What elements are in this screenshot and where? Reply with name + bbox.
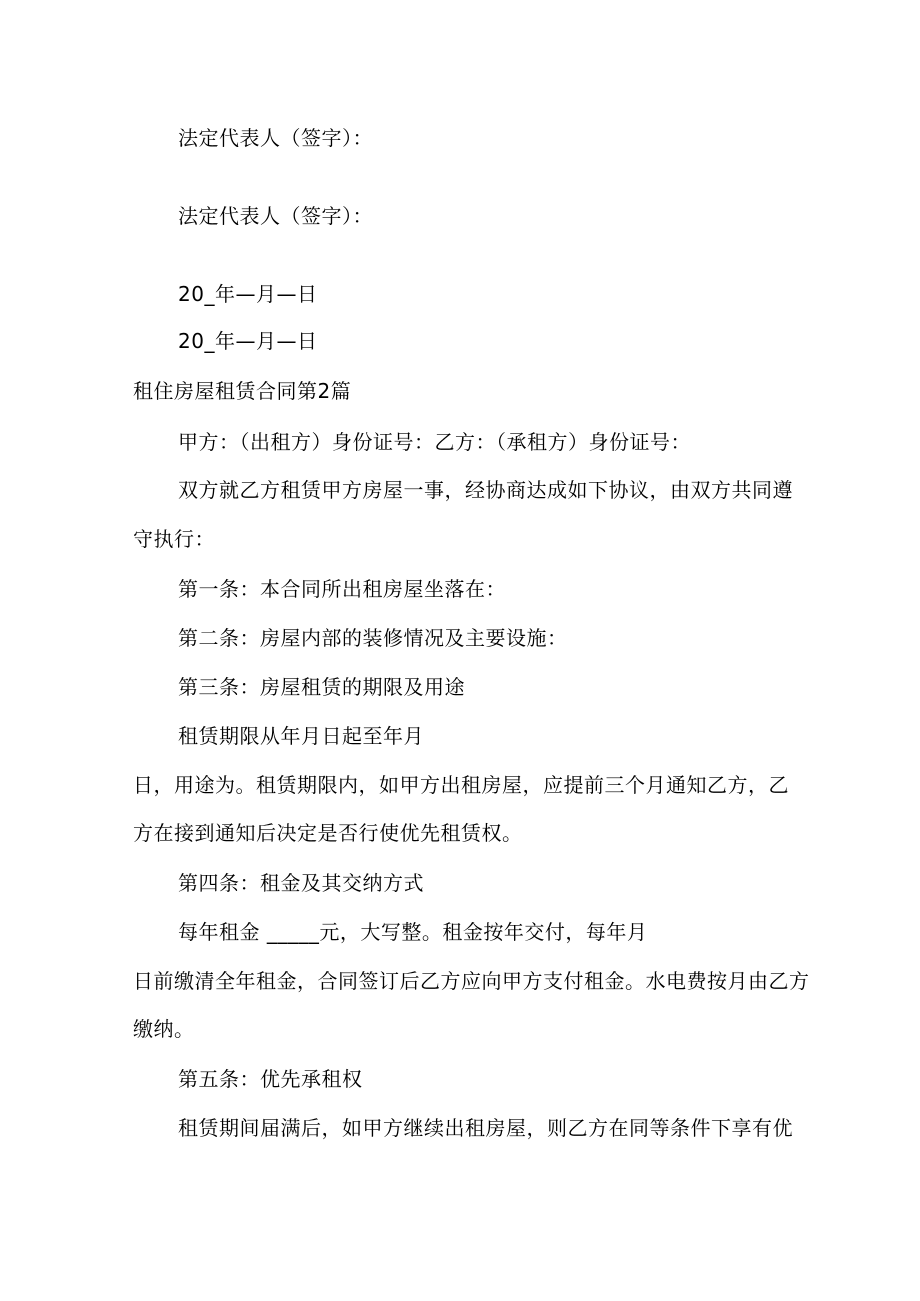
section-title: 租住房屋租赁合同第2篇: [133, 379, 352, 403]
paragraph-line: 方在接到通知后决定是否行使优先租赁权。: [133, 821, 523, 845]
paragraph-line: 每年租金 _____元，大写整。租金按年交付，每年月: [178, 920, 648, 944]
signature-line-1: 法定代表人（签字）：: [178, 126, 373, 150]
clause-2-heading: 第二条：房屋内部的装修情况及主要设施：: [178, 626, 568, 650]
paragraph-line: 双方就乙方租赁甲方房屋一事，经协商达成如下协议，由双方共同遵: [178, 478, 793, 502]
paragraph-line: 缴纳。: [133, 1017, 195, 1041]
paragraph-line: 守执行：: [133, 527, 215, 551]
parties-line: 甲方：（出租方）身份证号：乙方：（承租方）身份证号：: [178, 430, 691, 454]
date-line-2: 20_年—月—日: [178, 329, 318, 353]
date-line-1: 20_年—月—日: [178, 282, 318, 306]
clause-3-heading: 第三条：房屋租赁的期限及用途: [178, 675, 465, 699]
paragraph-line: 日，用途为。租赁期限内，如甲方出租房屋，应提前三个月通知乙方，乙: [133, 773, 789, 797]
paragraph-line: 租赁期间届满后，如甲方继续出租房屋，则乙方在同等条件下享有优: [178, 1116, 793, 1140]
clause-4-heading: 第四条：租金及其交纳方式: [178, 871, 424, 895]
paragraph-line: 租赁期限从年月日起至年月: [178, 724, 424, 748]
paragraph-line: 日前缴清全年租金，合同签订后乙方应向甲方支付租金。水电费按月由乙方: [133, 969, 810, 993]
clause-5-heading: 第五条：优先承租权: [178, 1067, 363, 1091]
signature-line-2: 法定代表人（签字）：: [178, 204, 373, 228]
clause-1-heading: 第一条：本合同所出租房屋坐落在：: [178, 577, 506, 601]
